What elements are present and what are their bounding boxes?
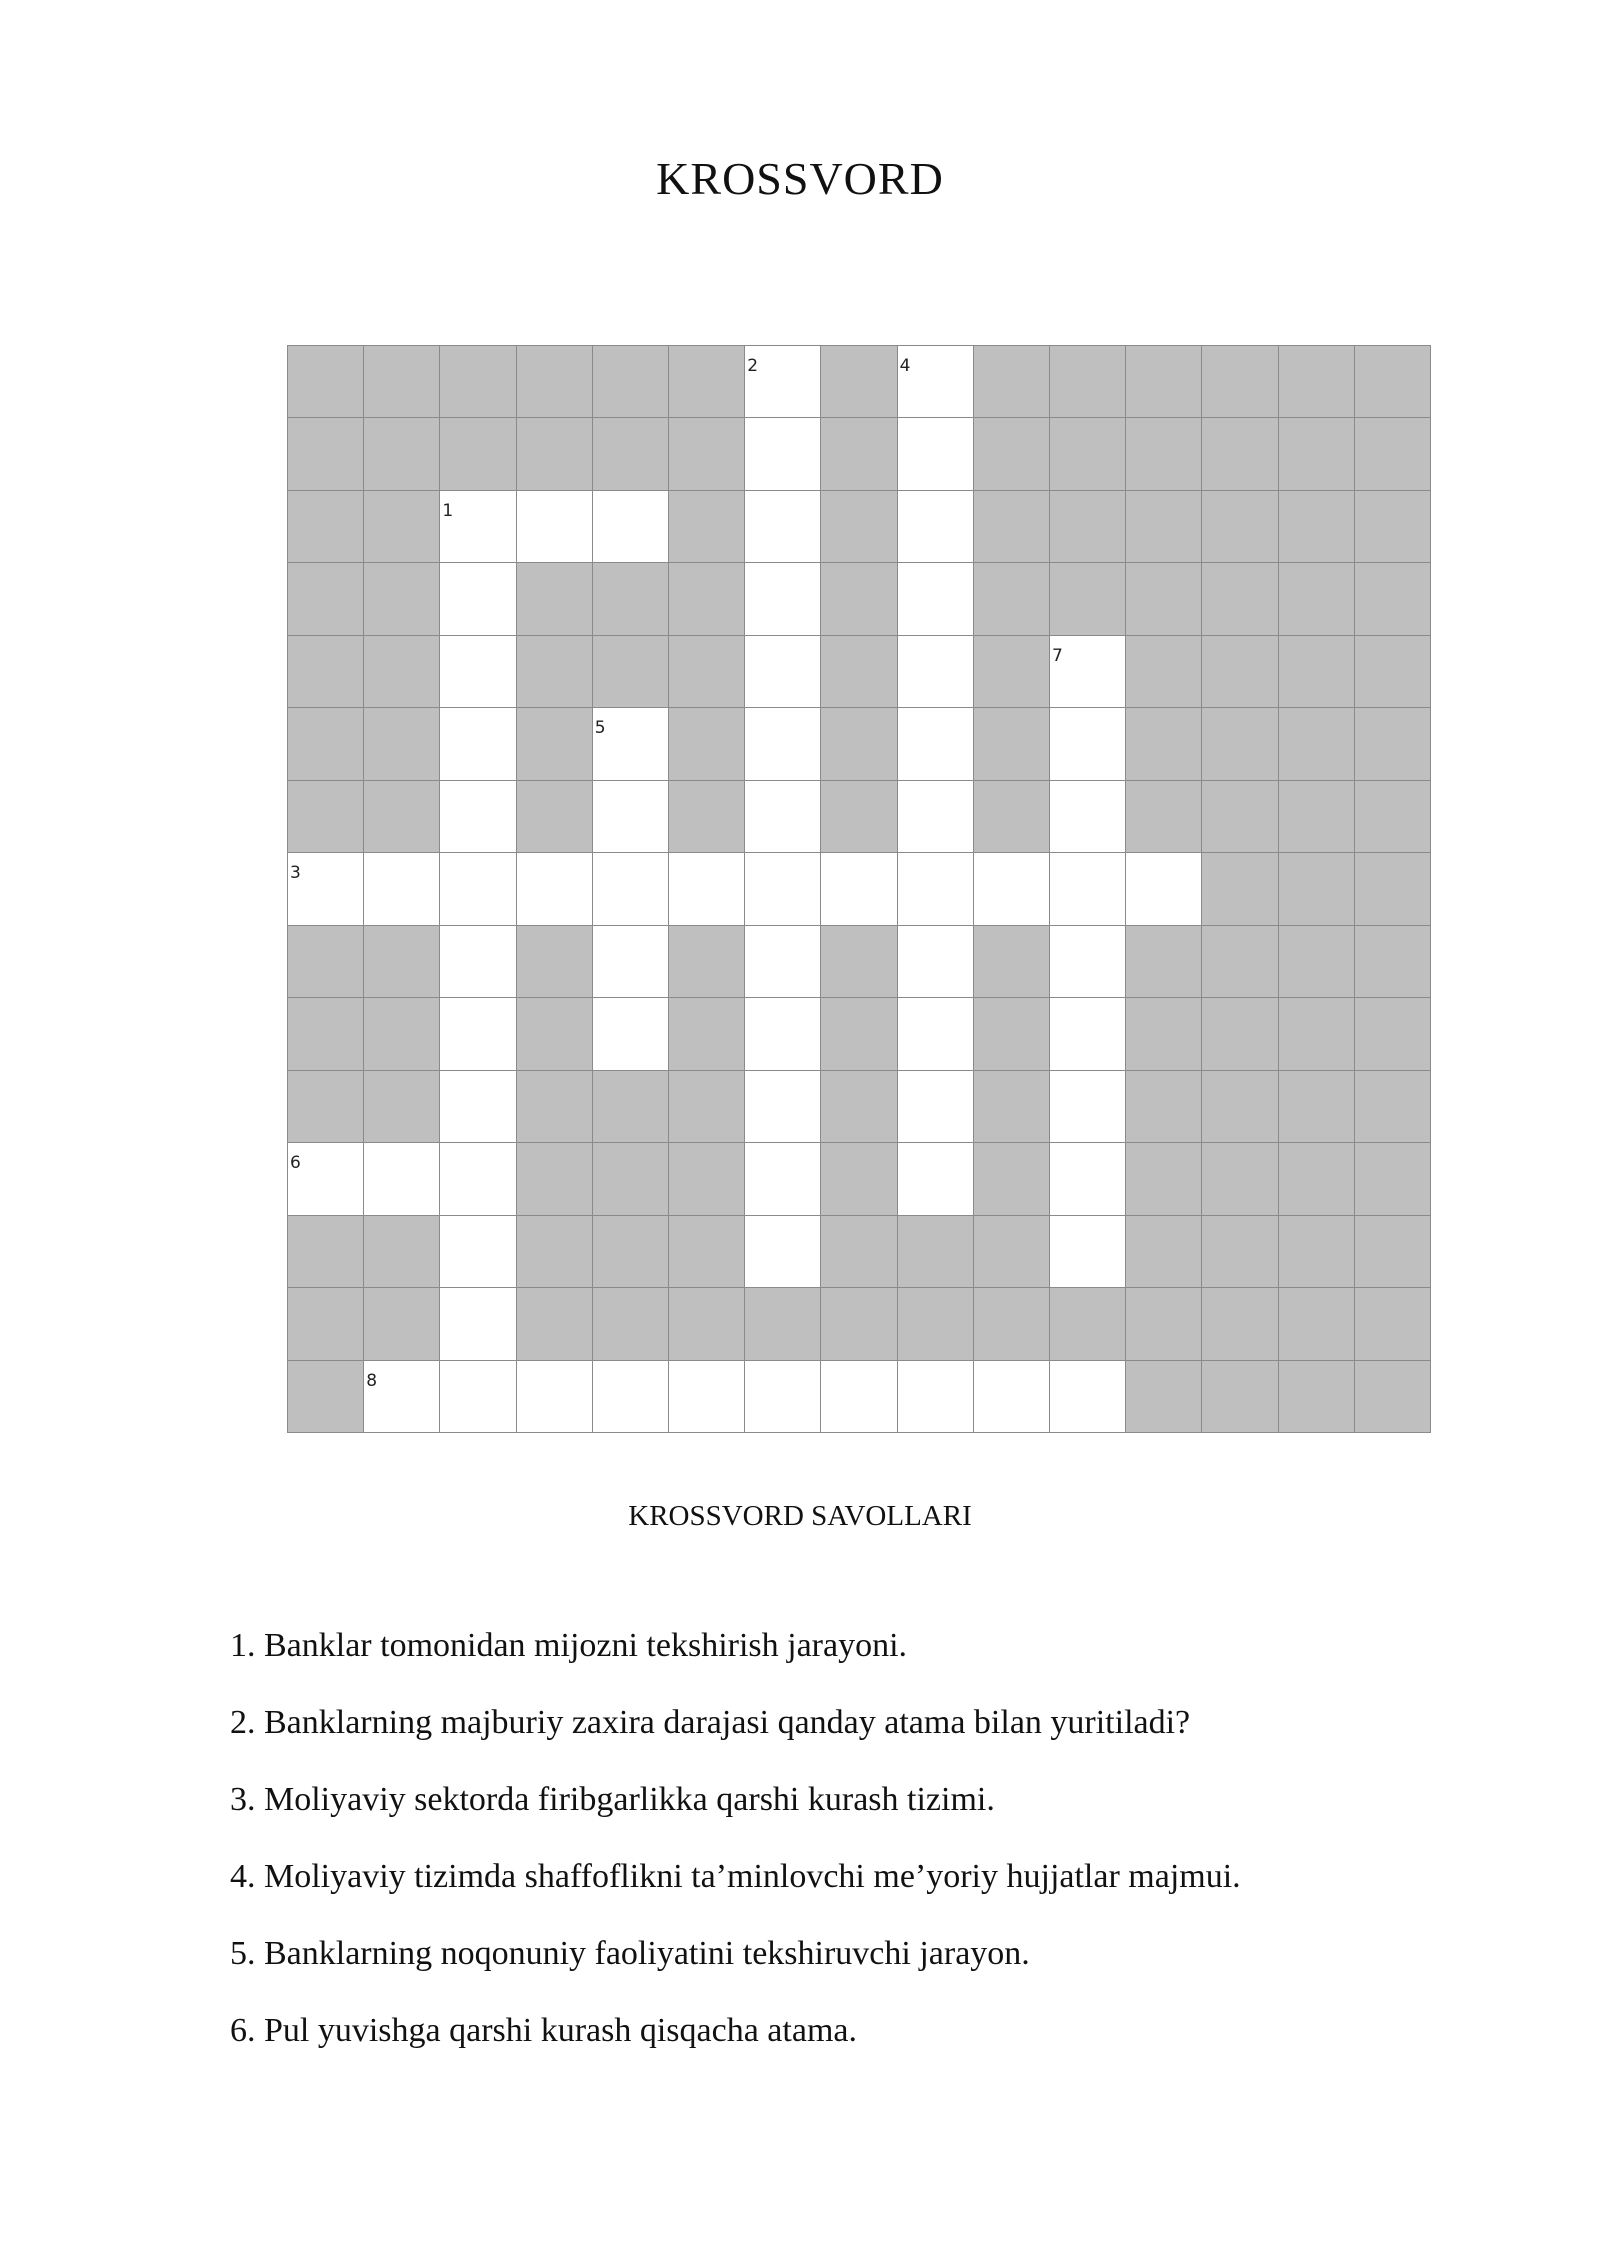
crossword-block xyxy=(669,1288,745,1360)
crossword-block xyxy=(821,636,897,708)
crossword-block xyxy=(593,1216,669,1288)
crossword-block xyxy=(1355,781,1431,853)
crossword-cell[interactable] xyxy=(745,781,821,853)
crossword-block xyxy=(593,418,669,490)
crossword-block xyxy=(517,926,593,998)
crossword-block xyxy=(1279,1143,1355,1215)
crossword-cell[interactable] xyxy=(517,1361,593,1433)
crossword-block xyxy=(898,1216,974,1288)
crossword-block xyxy=(821,491,897,563)
crossword-block xyxy=(440,418,516,490)
crossword-block xyxy=(1126,636,1202,708)
crossword-cell[interactable] xyxy=(440,1216,516,1288)
crossword-block xyxy=(364,1071,440,1143)
crossword-block xyxy=(669,1071,745,1143)
crossword-cell[interactable] xyxy=(821,1361,897,1433)
crossword-block xyxy=(669,346,745,418)
crossword-block xyxy=(288,418,364,490)
crossword-block xyxy=(1202,1361,1278,1433)
crossword-cell[interactable] xyxy=(593,926,669,998)
crossword-block xyxy=(974,346,1050,418)
crossword-cell[interactable] xyxy=(898,636,974,708)
crossword-cell[interactable] xyxy=(745,418,821,490)
crossword-cell[interactable] xyxy=(593,491,669,563)
crossword-block xyxy=(1279,491,1355,563)
crossword-block xyxy=(1355,1361,1431,1433)
crossword-block xyxy=(1126,781,1202,853)
crossword-block xyxy=(1355,1216,1431,1288)
crossword-cell[interactable] xyxy=(593,998,669,1070)
crossword-block xyxy=(1279,636,1355,708)
crossword-cell[interactable] xyxy=(593,708,669,780)
crossword-block xyxy=(1202,346,1278,418)
crossword-cell[interactable] xyxy=(1050,998,1126,1070)
crossword-block xyxy=(593,1143,669,1215)
crossword-block xyxy=(1202,781,1278,853)
crossword-block xyxy=(1126,563,1202,635)
crossword-cell[interactable] xyxy=(898,418,974,490)
question-item: 3. Moliyaviy sektorda firibgarlikka qarshi kurash tizimi. xyxy=(230,1781,995,1818)
crossword-block xyxy=(593,346,669,418)
crossword-block xyxy=(593,563,669,635)
crossword-block xyxy=(288,636,364,708)
crossword-block xyxy=(1126,1216,1202,1288)
crossword-cell[interactable] xyxy=(1050,853,1126,925)
crossword-cell[interactable] xyxy=(364,1361,440,1433)
crossword-block xyxy=(288,491,364,563)
crossword-cell[interactable] xyxy=(440,998,516,1070)
crossword-block xyxy=(974,926,1050,998)
crossword-block xyxy=(593,1288,669,1360)
crossword-cell[interactable] xyxy=(440,1071,516,1143)
crossword-block xyxy=(974,1071,1050,1143)
crossword-block xyxy=(517,1216,593,1288)
crossword-block xyxy=(1279,418,1355,490)
crossword-cell[interactable] xyxy=(440,926,516,998)
crossword-block xyxy=(1202,1288,1278,1360)
crossword-cell[interactable] xyxy=(898,1361,974,1433)
crossword-block xyxy=(1126,418,1202,490)
crossword-cell[interactable] xyxy=(1050,781,1126,853)
crossword-cell[interactable] xyxy=(440,708,516,780)
crossword-block xyxy=(974,1216,1050,1288)
crossword-cell[interactable] xyxy=(974,1361,1050,1433)
crossword-block xyxy=(288,1288,364,1360)
crossword-block xyxy=(288,998,364,1070)
crossword-cell[interactable] xyxy=(745,346,821,418)
crossword-cell[interactable] xyxy=(1050,1216,1126,1288)
crossword-block xyxy=(517,346,593,418)
crossword-block xyxy=(1279,1361,1355,1433)
crossword-block xyxy=(1355,853,1431,925)
question-item: 6. Pul yuvishga qarshi kurash qisqacha atama. xyxy=(230,2012,857,2049)
crossword-block xyxy=(364,636,440,708)
crossword-block xyxy=(1126,1288,1202,1360)
crossword-cell[interactable] xyxy=(745,853,821,925)
crossword-block xyxy=(288,926,364,998)
crossword-cell[interactable] xyxy=(517,853,593,925)
crossword-cell[interactable] xyxy=(593,853,669,925)
crossword-cell[interactable] xyxy=(440,1361,516,1433)
crossword-block xyxy=(1202,1143,1278,1215)
question-item: 4. Moliyaviy tizimda shaffoflikni ta’minlovchi me’yoriy hujjatlar majmui. xyxy=(230,1858,1241,1895)
crossword-cell[interactable] xyxy=(745,998,821,1070)
crossword-block xyxy=(1126,491,1202,563)
crossword-cell[interactable] xyxy=(288,853,364,925)
crossword-block xyxy=(1050,418,1126,490)
crossword-block xyxy=(364,708,440,780)
crossword-block xyxy=(517,636,593,708)
crossword-block xyxy=(1279,926,1355,998)
question-item: 5. Banklarning noqonuniy faoliyatini tekshiruvchi jarayon. xyxy=(230,1935,1030,1972)
crossword-block xyxy=(1355,708,1431,780)
crossword-block xyxy=(898,1288,974,1360)
crossword-block xyxy=(1355,998,1431,1070)
crossword-block xyxy=(1126,926,1202,998)
crossword-block xyxy=(1355,563,1431,635)
crossword-block xyxy=(669,708,745,780)
crossword-block xyxy=(974,636,1050,708)
crossword-cell[interactable] xyxy=(593,1361,669,1433)
crossword-block xyxy=(364,418,440,490)
crossword-cell[interactable] xyxy=(745,926,821,998)
crossword-block xyxy=(974,563,1050,635)
crossword-cell[interactable] xyxy=(517,491,593,563)
crossword-cell[interactable] xyxy=(440,636,516,708)
crossword-block xyxy=(1279,853,1355,925)
crossword-cell[interactable] xyxy=(440,1143,516,1215)
crossword-block xyxy=(1126,346,1202,418)
crossword-cell[interactable] xyxy=(745,1143,821,1215)
clue-number: 1 xyxy=(442,500,454,521)
crossword-block xyxy=(364,998,440,1070)
crossword-block xyxy=(1050,491,1126,563)
question-item: 1. Banklar tomonidan mijozni tekshirish jarayoni. xyxy=(230,1627,908,1664)
crossword-cell[interactable] xyxy=(669,853,745,925)
crossword-block xyxy=(1355,418,1431,490)
clue-number: 2 xyxy=(747,356,759,376)
crossword-cell[interactable] xyxy=(440,491,516,563)
crossword-block xyxy=(1355,346,1431,418)
crossword-block xyxy=(1202,1071,1278,1143)
crossword-cell[interactable] xyxy=(440,563,516,635)
crossword-block xyxy=(593,1071,669,1143)
crossword-block xyxy=(974,781,1050,853)
crossword-block xyxy=(669,563,745,635)
crossword-grid xyxy=(287,345,1431,1433)
crossword-block xyxy=(288,1216,364,1288)
crossword-cell[interactable] xyxy=(745,563,821,635)
crossword-block xyxy=(1355,636,1431,708)
crossword-block xyxy=(821,346,897,418)
crossword-block xyxy=(288,708,364,780)
crossword-block xyxy=(974,998,1050,1070)
crossword-block xyxy=(821,418,897,490)
crossword-cell[interactable] xyxy=(440,781,516,853)
crossword-cell[interactable] xyxy=(1050,636,1126,708)
clue-number: 6 xyxy=(290,1153,301,1174)
crossword-block xyxy=(1202,491,1278,563)
crossword-cell[interactable] xyxy=(745,1361,821,1433)
crossword-cell[interactable] xyxy=(898,491,974,563)
crossword-block xyxy=(517,418,593,490)
crossword-block xyxy=(974,708,1050,780)
questions-heading: KROSSVORD SAVOLLARI xyxy=(628,1500,972,1532)
crossword-block xyxy=(440,346,516,418)
crossword-block xyxy=(974,418,1050,490)
crossword-block xyxy=(669,418,745,490)
crossword-block xyxy=(669,636,745,708)
crossword-block xyxy=(517,708,593,780)
crossword-cell[interactable] xyxy=(898,1143,974,1215)
crossword-block xyxy=(517,1288,593,1360)
crossword-cell[interactable] xyxy=(898,563,974,635)
crossword-block xyxy=(288,1361,364,1433)
crossword-block xyxy=(1355,1143,1431,1215)
crossword-block xyxy=(1202,998,1278,1070)
crossword-block xyxy=(821,563,897,635)
clue-number: 3 xyxy=(290,863,301,884)
crossword-block xyxy=(1355,491,1431,563)
crossword-cell[interactable] xyxy=(974,853,1050,925)
crossword-block xyxy=(364,926,440,998)
crossword-block xyxy=(1202,1216,1278,1288)
crossword-cell[interactable] xyxy=(364,853,440,925)
crossword-cell[interactable] xyxy=(745,491,821,563)
crossword-block xyxy=(1126,708,1202,780)
crossword-block xyxy=(1126,1143,1202,1215)
crossword-block xyxy=(669,1216,745,1288)
crossword-block xyxy=(1202,636,1278,708)
crossword-block xyxy=(517,1143,593,1215)
crossword-cell[interactable] xyxy=(898,853,974,925)
crossword-block xyxy=(821,781,897,853)
crossword-block xyxy=(974,1288,1050,1360)
crossword-cell[interactable] xyxy=(1050,1071,1126,1143)
crossword-block xyxy=(364,563,440,635)
question-item: 2. Banklarning majburiy zaxira darajasi qanday atama bilan yuritiladi? xyxy=(230,1704,1191,1741)
crossword-block xyxy=(1050,1288,1126,1360)
crossword-cell[interactable] xyxy=(821,853,897,925)
crossword-block xyxy=(821,1288,897,1360)
crossword-block xyxy=(364,1216,440,1288)
crossword-block xyxy=(1355,1071,1431,1143)
crossword-cell[interactable] xyxy=(745,1216,821,1288)
crossword-cell[interactable] xyxy=(898,1071,974,1143)
crossword-cell[interactable] xyxy=(745,708,821,780)
crossword-block xyxy=(1279,563,1355,635)
crossword-block xyxy=(1202,563,1278,635)
crossword-cell[interactable] xyxy=(364,1143,440,1215)
clue-number: 8 xyxy=(366,1370,378,1391)
crossword-block xyxy=(1126,998,1202,1070)
crossword-block xyxy=(1050,346,1126,418)
crossword-block xyxy=(1202,926,1278,998)
crossword-block xyxy=(821,926,897,998)
crossword-block xyxy=(517,998,593,1070)
questions-list xyxy=(230,1622,1241,2084)
crossword-block xyxy=(1279,708,1355,780)
crossword-block xyxy=(1279,998,1355,1070)
crossword-block xyxy=(593,636,669,708)
crossword-block xyxy=(974,1143,1050,1215)
crossword-block xyxy=(1126,1071,1202,1143)
crossword-cell[interactable] xyxy=(1050,926,1126,998)
crossword-block xyxy=(1279,1288,1355,1360)
crossword-cell[interactable] xyxy=(440,1288,516,1360)
crossword-block xyxy=(669,998,745,1070)
crossword-block xyxy=(1202,418,1278,490)
clue-number: 4 xyxy=(899,356,911,376)
crossword-cell[interactable] xyxy=(745,1071,821,1143)
crossword-block xyxy=(288,346,364,418)
crossword-cell[interactable] xyxy=(898,346,974,418)
crossword-block xyxy=(288,781,364,853)
crossword-block xyxy=(821,1071,897,1143)
crossword-block xyxy=(1126,1361,1202,1433)
crossword-cell[interactable] xyxy=(898,926,974,998)
crossword-block xyxy=(1279,781,1355,853)
crossword-block xyxy=(288,563,364,635)
crossword-block xyxy=(1050,563,1126,635)
crossword-block xyxy=(669,491,745,563)
crossword-cell[interactable] xyxy=(1126,853,1202,925)
crossword-block xyxy=(821,1216,897,1288)
crossword-block xyxy=(1355,1288,1431,1360)
crossword-block xyxy=(517,781,593,853)
crossword-block xyxy=(1202,708,1278,780)
crossword-cell[interactable] xyxy=(898,708,974,780)
crossword-block xyxy=(1355,926,1431,998)
crossword-cell[interactable] xyxy=(440,853,516,925)
crossword-block xyxy=(364,346,440,418)
crossword-block xyxy=(974,491,1050,563)
crossword-block xyxy=(517,1071,593,1143)
crossword-cell[interactable] xyxy=(745,636,821,708)
clue-number: 5 xyxy=(594,718,606,739)
crossword-block xyxy=(364,1288,440,1360)
crossword-cell[interactable] xyxy=(898,781,974,853)
crossword-block xyxy=(669,926,745,998)
crossword-cell[interactable] xyxy=(1050,1361,1126,1433)
page-title: KROSSVORD xyxy=(656,153,944,204)
crossword-cell[interactable] xyxy=(593,781,669,853)
crossword-block xyxy=(669,1143,745,1215)
crossword-block xyxy=(288,1071,364,1143)
crossword-block xyxy=(821,998,897,1070)
crossword-block xyxy=(517,563,593,635)
crossword-cell[interactable] xyxy=(1050,1143,1126,1215)
crossword-block xyxy=(669,781,745,853)
crossword-block xyxy=(364,491,440,563)
clue-number: 7 xyxy=(1051,645,1063,666)
crossword-block xyxy=(1279,346,1355,418)
crossword-block xyxy=(1279,1071,1355,1143)
crossword-cell[interactable] xyxy=(1050,708,1126,780)
crossword-block xyxy=(1202,853,1278,925)
crossword-cell[interactable] xyxy=(288,1143,364,1215)
crossword-cell[interactable] xyxy=(898,998,974,1070)
crossword-block xyxy=(1279,1216,1355,1288)
crossword-block xyxy=(364,781,440,853)
crossword-block xyxy=(821,708,897,780)
crossword-block xyxy=(745,1288,821,1360)
crossword-block xyxy=(821,1143,897,1215)
crossword-cell[interactable] xyxy=(669,1361,745,1433)
